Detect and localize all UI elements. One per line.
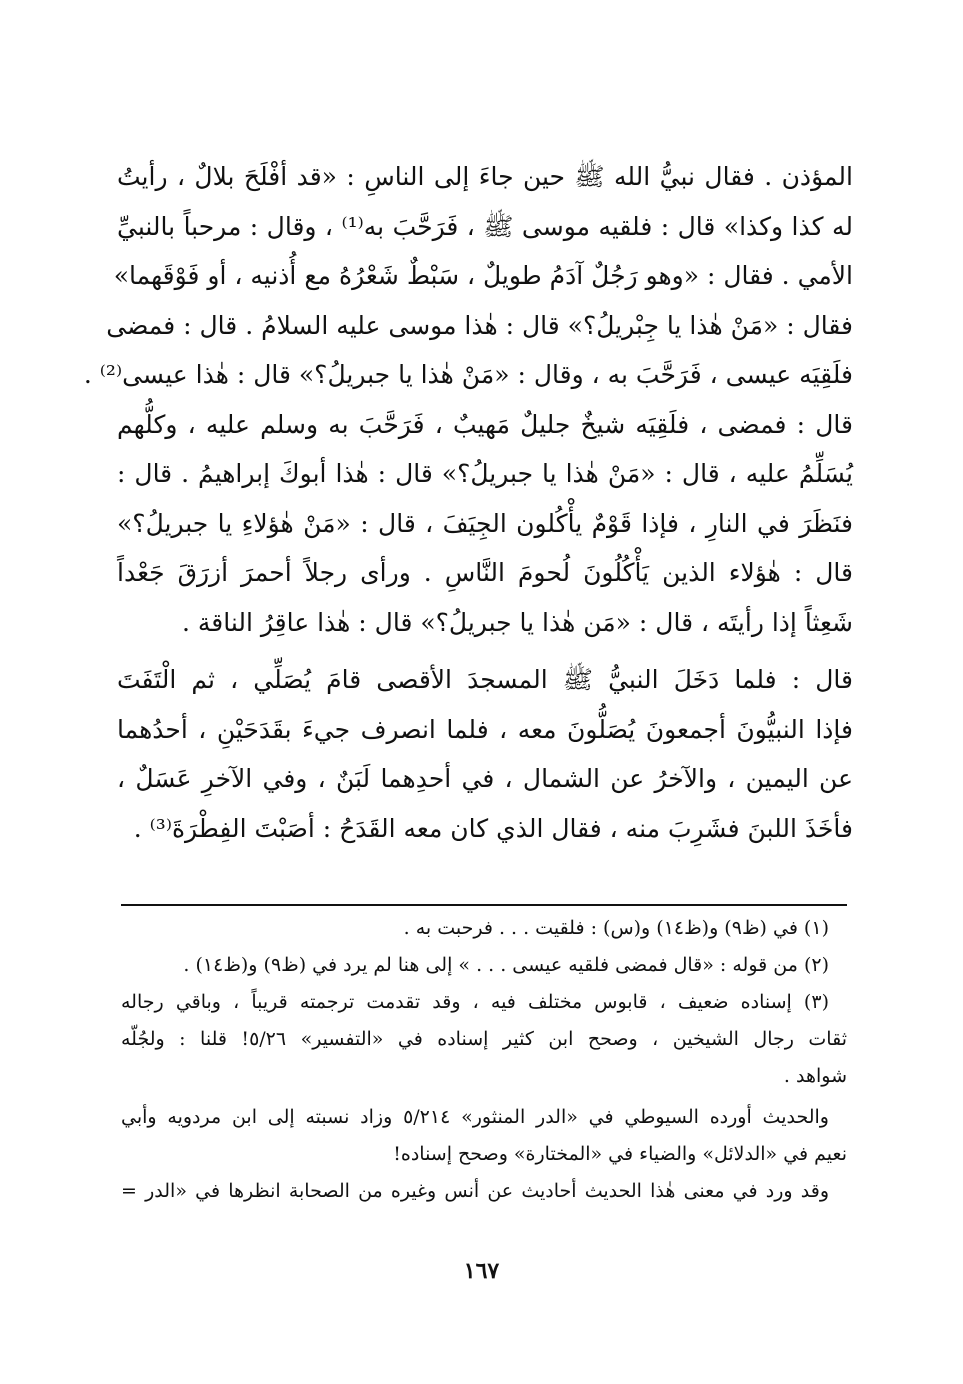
main-text xyxy=(83,152,853,853)
text-line: فقال : «مَنْ هٰذا يا جِبْريلُ؟» قال : هٰذا موسى عليه السلامُ . قال : فمضى xyxy=(106,310,853,340)
text-line: المؤذن . فقال نبيُّ الله ﷺ حين جاءَ إلى الناسِ : «قد أفْلَحَ بلالٌ ، رأيتُ xyxy=(117,162,853,191)
text-line: فأخَذَ اللبنَ فشَرِبَ منه ، فقال الذي كان معه القَدَحُ : أصَبْتَ الفِطْرَةَ⁽³⁾ . xyxy=(133,813,853,843)
paragraph-2 xyxy=(117,655,853,853)
paragraph-gap xyxy=(117,647,853,655)
footnote-separator xyxy=(121,904,847,906)
footnotes xyxy=(121,910,847,1210)
text-line: فلَقِيَه عيسى ، فَرَحَّبَ به ، وقال : «مَنْ هٰذا يا جبريلُ؟» قال : هٰذا عيسى⁽²⁾ . xyxy=(83,360,853,389)
text-line: فإذا النبيُّونَ أجمعونَ يُصَلُّونَ معه ، فلما انصرف جيءَ بقَدَحَيْنِ ، أحدُهما xyxy=(117,714,853,744)
footnote-3-line: (٣) إسناده ضعيف ، قابوس مختلف فيه ، وقد تقدمت ترجمته قريباً ، وباقي رجاله xyxy=(121,991,829,1013)
footnote-3-line: شواهد . xyxy=(783,1065,847,1087)
text-line: قال : فمضى ، فلَقِيَه شيخٌ جليلٌ مَهيبٌ ، فَرَحَّبَ به وسلم عليه ، وكلُّهم xyxy=(117,409,853,439)
footnote-continuation-line: والحديث أورده السيوطي في «الدر المنثور» ٥/٢١٤ وزاد نسبته إلى ابن مردويه وأبي xyxy=(121,1106,829,1128)
text-line: عن اليمين ، والآخرُ عن الشمال ، في أحدِهما لَبَنٌ ، وفي الآخرِ عَسَلٌ ، xyxy=(117,764,853,793)
text-line: قال : فلما دَخَلَ النبيُّ ﷺ المسجدَ الأقصى قامَ يُصَلِّي ، ثم الْتَفَتَ xyxy=(117,665,853,694)
text-line: قال : هٰؤلاء الذين يَأْكُلُونَ لُحومَ النَّاسِ . ورأى رجلاً أحمرَ أزرَقَ جَعْداً xyxy=(117,558,853,587)
page-number: ١٦٧ xyxy=(463,1258,500,1284)
footnote-continuation-line: وقد ورد في معنى هٰذا الحديث أحاديث عن أنس وغيره من الصحابة انظرها في «الدر = xyxy=(121,1180,829,1202)
footnote-continuation-line: نعيم في «الدلائل» والضياء في «المختارة» وصحح إسناده! xyxy=(393,1143,847,1165)
text-line: الأمي . فقال : «وهو رَجُلٌ آدَمُ طويلٌ ، سَبْطٌ شَعْرُهُ مع أُذنيه ، أو فَوْقَهما» xyxy=(113,261,853,290)
footnote-1: (١) في (ظ٩) و(ظ١٤) و(س) : فلقيت . . . فرحبت به . xyxy=(403,917,829,939)
text-line: يُسَلِّمُ عليه ، قال : «مَنْ هٰذا يا جبريلُ؟» قال : هٰذا أبوكَ إبراهيمُ . قال : xyxy=(117,459,853,488)
paragraph-1 xyxy=(83,152,853,647)
text-line: فنَظَرَ في النارِ ، فإذا قَوْمٌ يأْكُلون الجِيَفَ ، قال : «مَنْ هٰؤلاءِ يا جبريلُ؟» xyxy=(117,508,853,538)
footnote-3-line: ثقات رجال الشيخين ، وصحح ابن كثير إسناده في «التفسير» ٥/٢٦! قلنا : ولجُلّه xyxy=(121,1028,847,1050)
text-line: له كذا وكذا» قال : فلقيه موسى ﷺ ، فَرَحَّبَ به⁽¹⁾ ، وقال : مرحباً بالنبيِّ xyxy=(117,211,853,241)
footnote-2: (٢) من قوله : «قال فمضى فلقيه عيسى . . . » إلى هنا لم يرد في (ظ٩) و(ظ١٤) . xyxy=(183,954,829,976)
text-line: شَعِثاً إذا رأيتَه ، قال : «مَن هٰذا يا جبريلُ؟» قال : هٰذا عاقِرُ الناقة . xyxy=(181,607,853,637)
